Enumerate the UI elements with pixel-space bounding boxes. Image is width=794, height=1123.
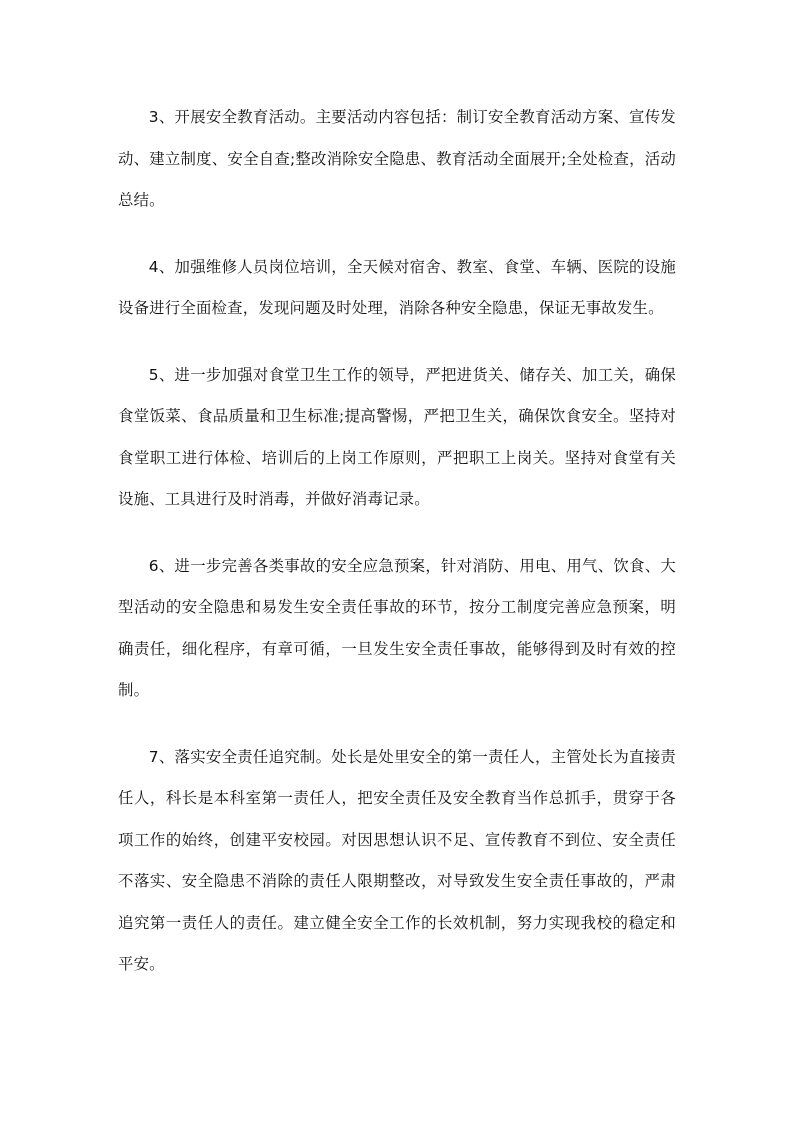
paragraph-item-7: 7、落实安全责任追究制。处长是处里安全的第一责任人，主管处长为直接责任人，科长是本科室第一责任人，把安全责任及安全教育当作总抓手，贯穿于各项工作的始终，创建平安校园。对因思想认识不足、宣传教育不到位、安全责任不落实、安全隐患不消除的责任人限期整改，对导致发生安全责任事故的，严肃追究第一责任人的责任。建立健全安全工作的长效机制，努力实现我校的稳定和平安。 [118,747,676,973]
paragraph-item-4: 4、加强维修人员岗位培训，全天候对宿舍、教室、食堂、车辆、医院的设施设备进行全面检查，发现问题及时处理，消除各种安全隐患，保证无事故发生。 [118,257,676,317]
paragraph-item-6: 6、进一步完善各类事故的安全应急预案，针对消防、用电、用气、饮食、大型活动的安全隐患和易发生安全责任事故的环节，按分工制度完善应急预案，明确责任，细化程序，有章可循，一旦发生安全责任事故，能够得到及时有效的控制。 [118,556,676,699]
document-body [118,97,676,1011]
paragraph-item-5: 5、进一步加强对食堂卫生工作的领导，严把进货关、储存关、加工关，确保食堂饭菜、食品质量和卫生标准;提高警惕，严把卫生关，确保饮食安全。坚持对食堂职工进行体检、培训后的上岗工作原则，严把职工上岗关。坚持对食堂有关设施、工具进行及时消毒，并做好消毒记录。 [118,365,676,508]
paragraph-item-3: 3、开展安全教育活动。主要活动内容包括：制订安全教育活动方案、宣传发动、建立制度、安全自查;整改消除安全隐患、教育活动全面展开;全处检查，活动总结。 [118,108,676,209]
